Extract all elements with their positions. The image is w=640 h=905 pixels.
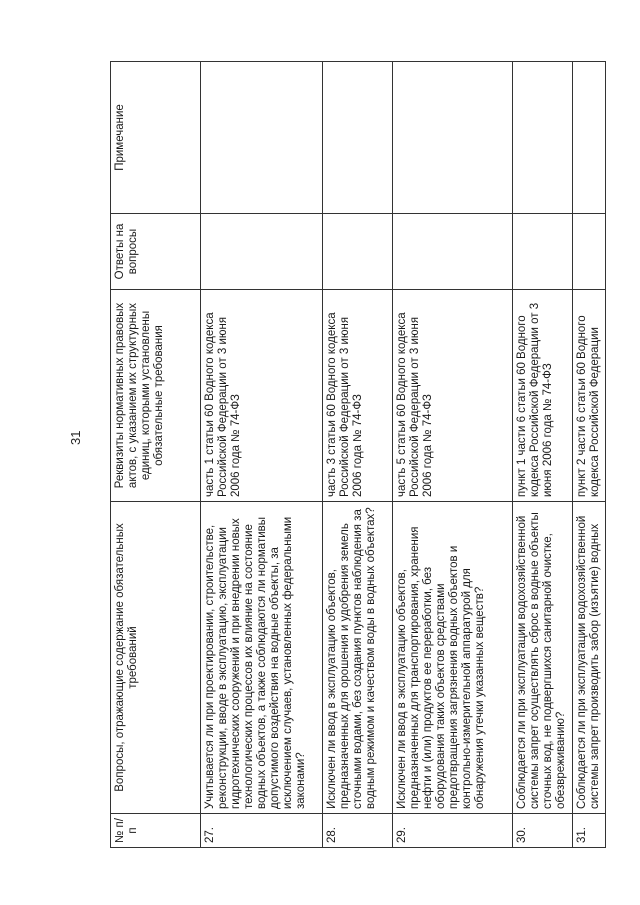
row-answer-cell[interactable] [393,214,513,290]
header-num: № п/п [111,814,201,848]
row-requisites: часть 5 статьи 60 Водного кодекса Российской Федерации от 3 июня 2006 года № 74-ФЗ [393,290,513,502]
rotated-document-page [110,62,600,848]
table-row [513,62,573,848]
row-question: Исключен ли ввод в эксплуатацию объектов, предназначенных для орошения и удобрения земель сточными водами, без создания пунктов наблюдения за водным режимом и качеством воды в водных объектах? [323,502,393,814]
header-notes: Примечание [111,62,201,214]
row-answer-cell[interactable] [323,214,393,290]
header-answers: Ответы на вопросы [111,214,201,290]
row-answer-cell[interactable] [201,214,323,290]
table-row [393,62,513,848]
row-answer-cell[interactable] [573,214,606,290]
row-requisites: пункт 2 части 6 статьи 60 Водного кодекса Российской Федерации [573,290,606,502]
header-requisites: Реквизиты нормативных правовых актов, с указанием их структурных единиц, которыми установлены обязательные требования [111,290,201,502]
row-note-cell[interactable] [513,62,573,214]
row-note-cell[interactable] [393,62,513,214]
header-question: Вопросы, отражающие содержание обязательных требований [111,502,201,814]
row-requisites: пункт 1 части 6 статьи 60 Водного кодекса Российской Федерации от 3 июня 2006 года № 74-ФЗ [513,290,573,502]
row-question: Учитывается ли при проектировании, строительстве, реконструкции, вводе в эксплуатацию, эксплуатации гидротехнических сооружений и при внедрении новых технологических процессов их влияние на состояние водных объектов, а также соблюдаются ли нормативы допустимого воздействия на водные объекты, за исключением случаев, установленных федеральными законами? [201,502,323,814]
row-num: 28. [323,814,393,848]
row-note-cell[interactable] [323,62,393,214]
table-row [573,62,606,848]
table-row [323,62,393,848]
row-question: Исключен ли ввод в эксплуатацию объектов, предназначенных для транспортирования, хранения нефти и (или) продуктов ее переработки, без оборудования таких объектов средствами предотвращения загрязнения водных объектов и контрольно-измерительной аппаратурой для обнаружения утечки указанных веществ? [393,502,513,814]
row-answer-cell[interactable] [513,214,573,290]
row-question: Соблюдается ли при эксплуатации водохозяйственной системы запрет осуществлять сброс в водные объекты сточных вод, не подвергшихся санитарной очистке, обезвреживанию? [513,502,573,814]
row-requisites: часть 3 статьи 60 Водного кодекса Российской Федерации от 3 июня 2006 года № 74-ФЗ [323,290,393,502]
row-note-cell[interactable] [573,62,606,214]
row-num: 30. [513,814,573,848]
row-question: Соблюдается ли при эксплуатации водохозяйственной системы запрет производить забор (изъятие) водных [573,502,606,814]
row-num: 27. [201,814,323,848]
table-header-row [111,62,201,848]
row-num: 31. [573,814,606,848]
requirements-table [110,61,606,848]
row-num: 29. [393,814,513,848]
row-requisites: часть 1 статьи 60 Водного кодекса Российской Федерации от 3 июня 2006 года № 74-ФЗ [201,290,323,502]
page-number: 31 [68,430,83,445]
table-row [201,62,323,848]
row-note-cell[interactable] [201,62,323,214]
